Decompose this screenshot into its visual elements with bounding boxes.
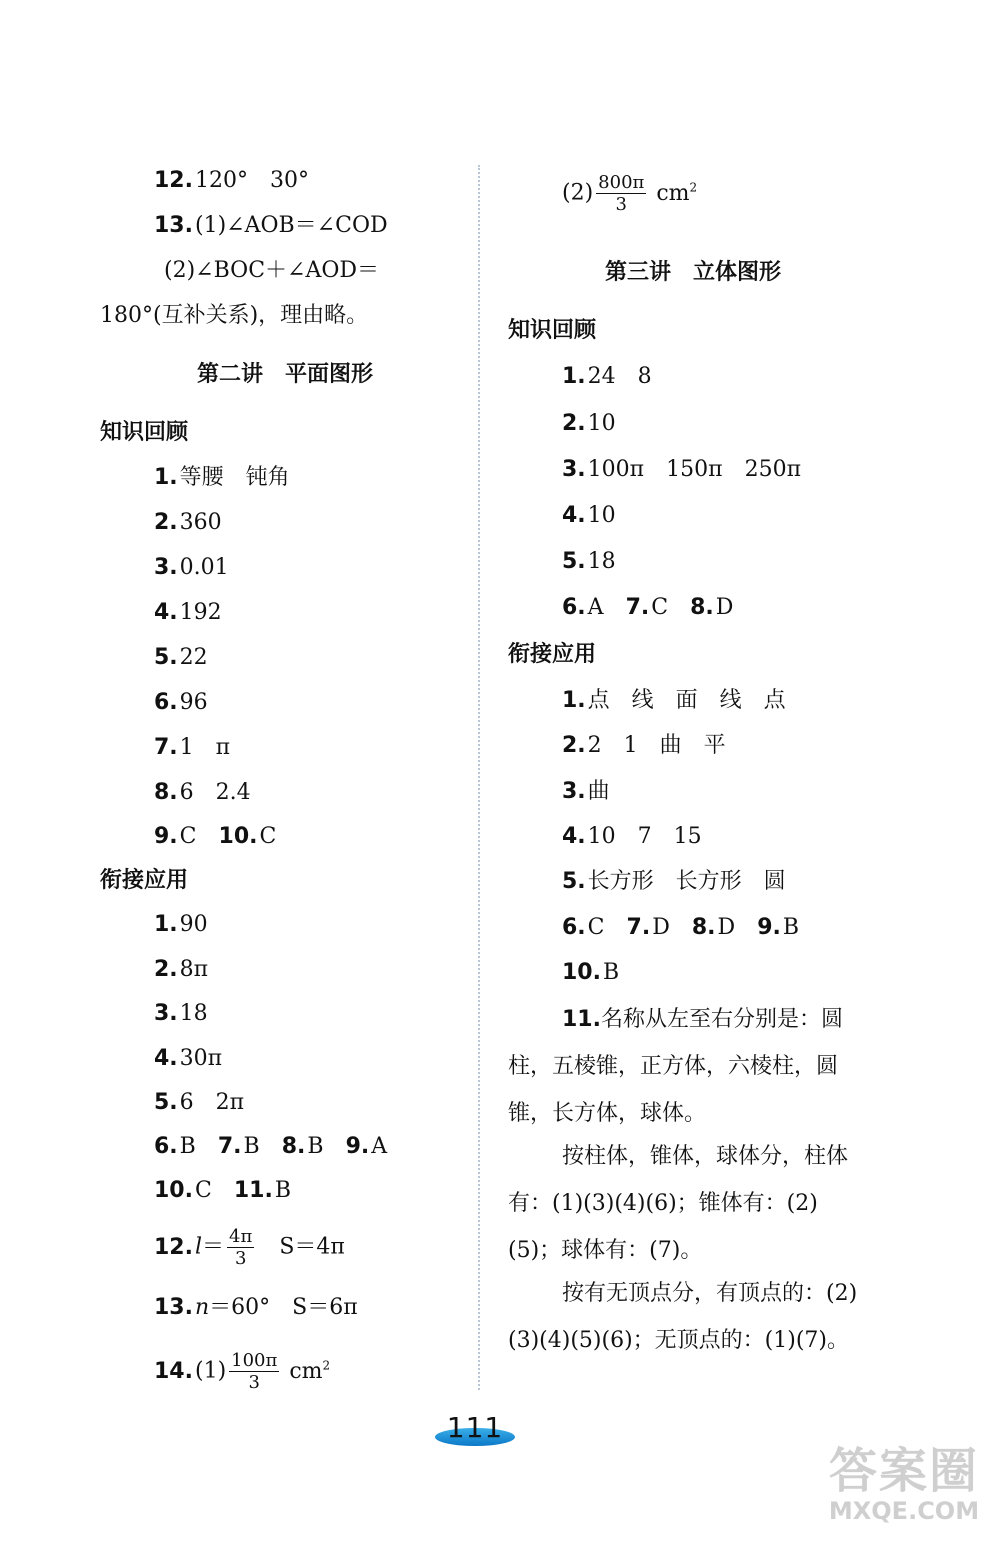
answer-item: 2.8π bbox=[154, 957, 209, 982]
answer-item: 8.6 2.4 bbox=[154, 780, 251, 805]
answer-item: 12.120° 30° bbox=[154, 168, 309, 193]
answer-item: 3.曲 bbox=[562, 779, 610, 804]
answer-item: 5.18 bbox=[562, 549, 616, 574]
answer-item: 4.10 bbox=[562, 503, 616, 528]
answer-item: 6.C 7.D 8.D 9.B bbox=[562, 915, 800, 940]
answer-item: 2.2 1 曲 平 bbox=[562, 733, 726, 758]
answer-item: 13.(1)∠AOB＝∠COD bbox=[154, 213, 388, 238]
answer-item: 1.90 bbox=[154, 912, 208, 937]
answer-item: 14.(1) $\frac{100\pi}{3}$ $cm^2$ bbox=[154, 1350, 331, 1393]
column-divider bbox=[478, 165, 480, 1390]
answer-item: (2)∠BOC＋∠AOD＝ bbox=[164, 258, 380, 283]
answer-item: 1.等腰 钝角 bbox=[154, 465, 290, 490]
answer-item: 6.A 7.C 8.D bbox=[562, 595, 734, 620]
answer-item: 10.B bbox=[562, 960, 620, 985]
page-number: 111 bbox=[430, 1412, 520, 1452]
answer-item: 6.96 bbox=[154, 690, 208, 715]
fraction: $\frac{100\pi}{3}$ bbox=[231, 1350, 278, 1393]
answer-item: 3.0.01 bbox=[154, 555, 229, 580]
answer-item: (2) $\frac{800\pi}{3}$ $cm^2$ bbox=[562, 172, 698, 215]
answer-item: 4.10 7 15 bbox=[562, 824, 702, 849]
answer-paragraph: 按有无顶点分，有顶点的：(2)(3)(4)(5)(6)；无顶点的：(1)(7)。 bbox=[508, 1281, 858, 1353]
answer-item: 5.长方形 长方形 圆 bbox=[562, 869, 786, 894]
subsection-label: 知识回顾 bbox=[508, 318, 597, 343]
subsection-label: 衔接应用 bbox=[508, 642, 597, 667]
section-title: 第二讲 平面图形 bbox=[196, 362, 373, 387]
answer-item: 9.C 10.C bbox=[154, 824, 277, 849]
answer-item: 2.10 bbox=[562, 411, 616, 436]
answer-item: 3.100π 150π 250π bbox=[562, 457, 802, 482]
answer-item: 180°(互补关系)，理由略。 bbox=[100, 303, 369, 328]
answer-item: 4.30π bbox=[154, 1046, 223, 1071]
answer-item: 1.24 8 bbox=[562, 364, 652, 389]
watermark: 答案圈 MXQE.COM bbox=[828, 1443, 980, 1525]
answer-item: 7.1 π bbox=[154, 735, 231, 760]
answer-item: 10.C 11.B bbox=[154, 1178, 291, 1203]
answer-item: 13.n＝60° S＝6π bbox=[154, 1295, 358, 1320]
answer-item: 12.l＝ $\frac{4\pi}{3}$ S＝4π bbox=[154, 1226, 345, 1269]
section-title: 第三讲 立体图形 bbox=[604, 260, 781, 285]
answer-item: 5.6 2π bbox=[154, 1090, 245, 1115]
answer-item: 5.22 bbox=[154, 645, 208, 670]
answer-paragraph: 按柱体，锥体，球体分，柱体有：(1)(3)(4)(6)；锥体有：(2)(5)；球体有：(7)。 bbox=[508, 1144, 849, 1263]
answer-item: 2.360 bbox=[154, 510, 222, 535]
fraction: $\frac{4\pi}{3}$ bbox=[229, 1226, 253, 1269]
fraction: $\frac{800\pi}{3}$ bbox=[598, 172, 645, 215]
answer-item: 6.B 7.B 8.B 9.A bbox=[154, 1134, 388, 1159]
answer-item: 3.18 bbox=[154, 1001, 208, 1026]
subsection-label: 知识回顾 bbox=[100, 420, 189, 445]
answer-paragraph: 11.名称从左至右分别是：圆柱，五棱锥，正方体，六棱柱，圆锥，长方体，球体。 bbox=[508, 1007, 843, 1126]
answer-item: 1.点 线 面 线 点 bbox=[562, 688, 786, 713]
subsection-label: 衔接应用 bbox=[100, 868, 189, 893]
answer-item: 4.192 bbox=[154, 600, 222, 625]
